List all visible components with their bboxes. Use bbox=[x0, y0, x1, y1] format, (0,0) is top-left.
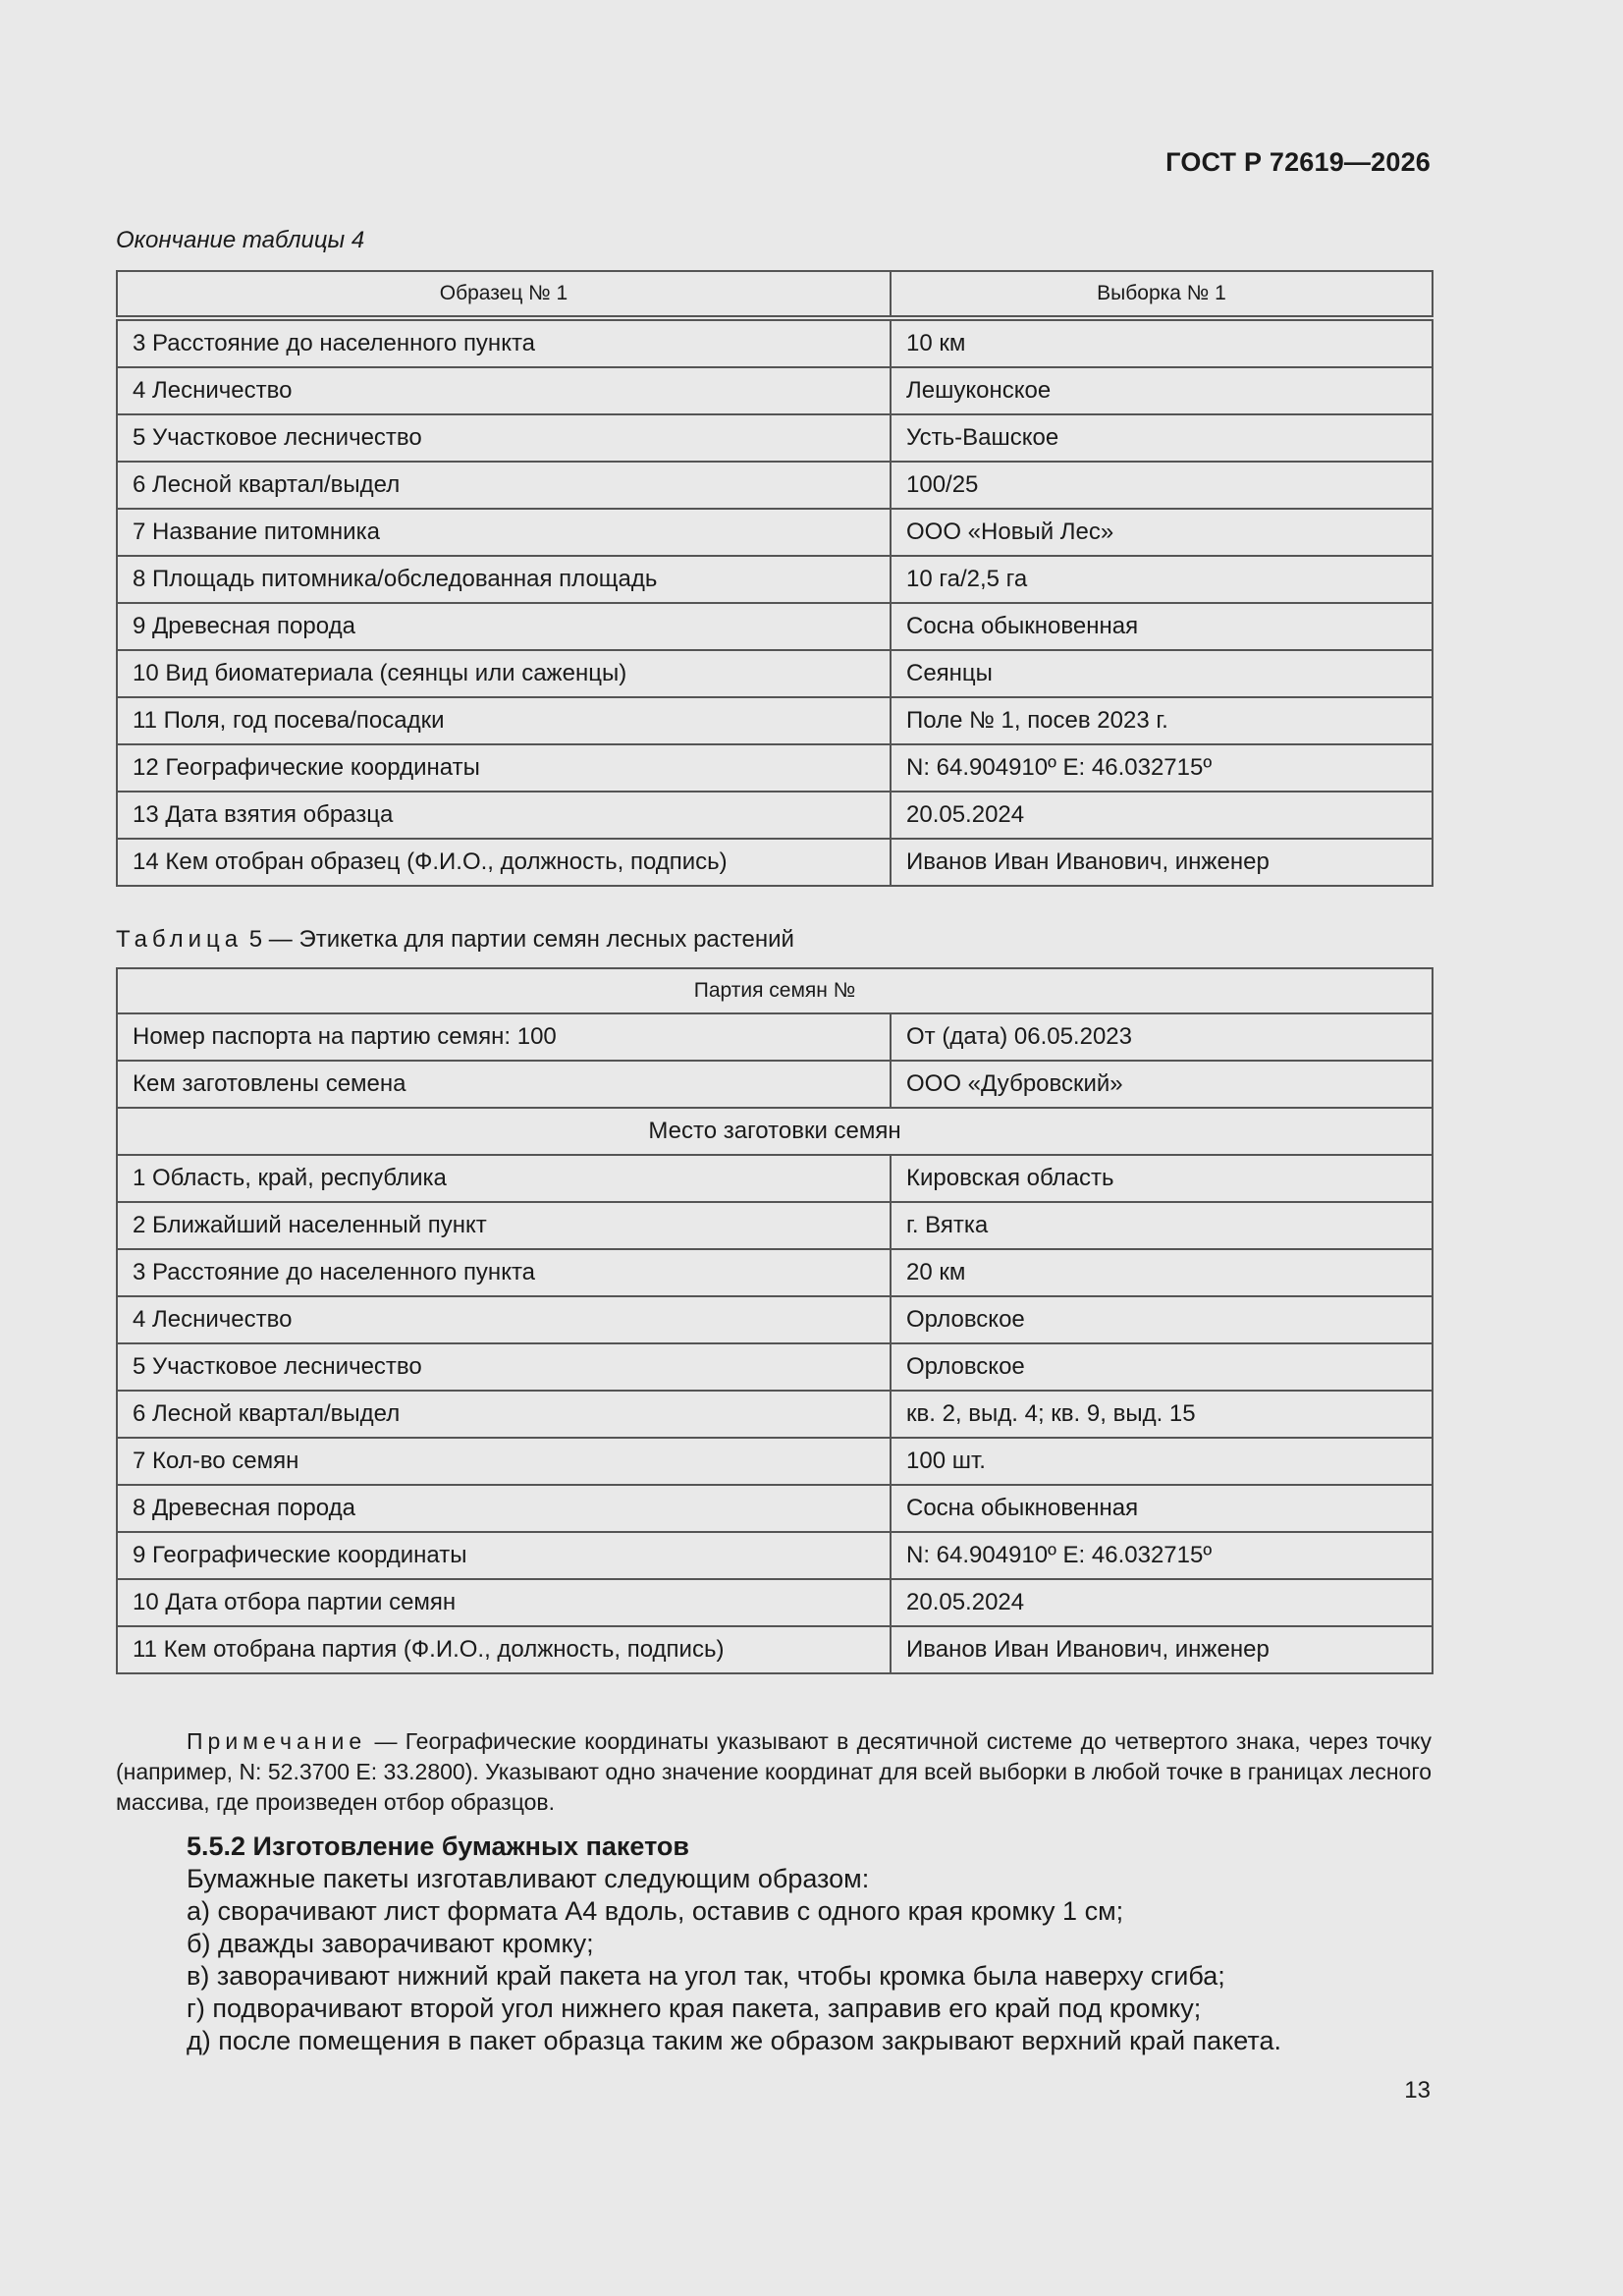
table4-caption: Окончание таблицы 4 bbox=[116, 227, 365, 253]
table-cell: N: 64.904910º E: 46.032715º bbox=[891, 1532, 1433, 1579]
table4-column-header-selection: Выборка № 1 bbox=[891, 271, 1433, 318]
table-cell: 2 Ближайший населенный пункт bbox=[117, 1202, 891, 1249]
table5-caption bbox=[116, 926, 794, 954]
table4-column-header-sample: Образец № 1 bbox=[117, 271, 891, 318]
table-cell: 3 Расстояние до населенного пункта bbox=[117, 1249, 891, 1296]
table-4 bbox=[116, 270, 1434, 887]
table-row bbox=[117, 1249, 1433, 1296]
table-row bbox=[117, 1296, 1433, 1343]
table-cell: 20 км bbox=[891, 1249, 1433, 1296]
table-cell: 10 км bbox=[891, 318, 1433, 367]
page-number: 13 bbox=[1404, 2077, 1431, 2104]
table-row bbox=[117, 603, 1433, 650]
table-cell: 5 Участковое лесничество bbox=[117, 414, 891, 462]
table-cell: 12 Географические координаты bbox=[117, 744, 891, 792]
section-heading: 5.5.2 Изготовление бумажных пакетов bbox=[187, 1831, 690, 1861]
table-cell: Орловское bbox=[891, 1296, 1433, 1343]
table-row bbox=[117, 1532, 1433, 1579]
table-row bbox=[117, 1343, 1433, 1391]
note-text: — Географические координаты указывают в десятичной системе до четвертого знака, через точку (например, N: 52.3700 E: 33.2800). Указывают одно значение координат для всей выборки в любой точке в границах лесного массива, где произведен отбор образцов. bbox=[116, 1728, 1432, 1815]
table-row bbox=[117, 1391, 1433, 1438]
table5-subheader-row bbox=[117, 1108, 1433, 1155]
table-row bbox=[117, 1579, 1433, 1626]
table-cell: 13 Дата взятия образца bbox=[117, 792, 891, 839]
table-cell: ООО «Новый Лес» bbox=[891, 509, 1433, 556]
table-row bbox=[117, 744, 1433, 792]
table-cell: 10 га/2,5 га bbox=[891, 556, 1433, 603]
table-cell: 9 Географические координаты bbox=[117, 1532, 891, 1579]
table-cell: Сеянцы bbox=[891, 650, 1433, 697]
table-cell: Орловское bbox=[891, 1343, 1433, 1391]
table-cell: Иванов Иван Иванович, инженер bbox=[891, 1626, 1433, 1673]
table-cell: 14 Кем отобран образец (Ф.И.О., должность, подпись) bbox=[117, 839, 891, 886]
table-cell: 4 Лесничество bbox=[117, 1296, 891, 1343]
table5-header-row bbox=[117, 968, 1433, 1013]
table-row bbox=[117, 697, 1433, 744]
table-cell: 10 Дата отбора партии семян bbox=[117, 1579, 891, 1626]
table-cell: 100/25 bbox=[891, 462, 1433, 509]
table-row bbox=[117, 414, 1433, 462]
table-row bbox=[117, 367, 1433, 414]
table-cell: г. Вятка bbox=[891, 1202, 1433, 1249]
list-item: д) после помещения в пакет образца таким же образом закрывают верхний край пакета. bbox=[187, 2026, 1281, 2055]
table-cell: Кировская область bbox=[891, 1155, 1433, 1202]
table-row bbox=[117, 462, 1433, 509]
table-row bbox=[117, 1155, 1433, 1202]
table4-header-row bbox=[117, 271, 1433, 318]
table-row bbox=[117, 1013, 1433, 1061]
table-row bbox=[117, 839, 1433, 886]
table-cell: Сосна обыкновенная bbox=[891, 603, 1433, 650]
section-intro: Бумажные пакеты изготавливают следующим образом: bbox=[187, 1864, 870, 1893]
table-cell: Поле № 1, посев 2023 г. bbox=[891, 697, 1433, 744]
table-row bbox=[117, 509, 1433, 556]
section-5-5-2 bbox=[187, 1831, 1432, 2057]
table-row bbox=[117, 318, 1433, 367]
table-cell: 1 Область, край, республика bbox=[117, 1155, 891, 1202]
table-note bbox=[116, 1726, 1432, 1818]
list-item: б) дважды заворачивают кромку; bbox=[187, 1929, 594, 1958]
table-cell: кв. 2, выд. 4; кв. 9, выд. 15 bbox=[891, 1391, 1433, 1438]
table-row bbox=[117, 556, 1433, 603]
table-cell: 5 Участковое лесничество bbox=[117, 1343, 891, 1391]
table-cell: 11 Поля, год посева/посадки bbox=[117, 697, 891, 744]
table-row bbox=[117, 792, 1433, 839]
list-item: а) сворачивают лист формата А4 вдоль, оставив с одного края кромку 1 см; bbox=[187, 1896, 1124, 1926]
table-cell: 11 Кем отобрана партия (Ф.И.О., должность, подпись) bbox=[117, 1626, 891, 1673]
table-cell: 10 Вид биоматериала (сеянцы или саженцы) bbox=[117, 650, 891, 697]
list-item: в) заворачивают нижний край пакета на угол так, чтобы кромка была наверху сгиба; bbox=[187, 1961, 1225, 1991]
table-cell: 8 Площадь питомника/обследованная площадь bbox=[117, 556, 891, 603]
table5-subheader: Место заготовки семян bbox=[117, 1108, 1433, 1155]
table-cell: 20.05.2024 bbox=[891, 792, 1433, 839]
table-cell: Кем заготовлены семена bbox=[117, 1061, 891, 1108]
table-cell: От (дата) 06.05.2023 bbox=[891, 1013, 1433, 1061]
note-label: Примечание bbox=[187, 1728, 367, 1754]
table-cell: Сосна обыкновенная bbox=[891, 1485, 1433, 1532]
table-cell: 100 шт. bbox=[891, 1438, 1433, 1485]
table-row bbox=[117, 1626, 1433, 1673]
table-5 bbox=[116, 967, 1434, 1674]
table-row bbox=[117, 1485, 1433, 1532]
table-cell: 6 Лесной квартал/выдел bbox=[117, 1391, 891, 1438]
table-cell: N: 64.904910º E: 46.032715º bbox=[891, 744, 1433, 792]
table-cell: Лешуконское bbox=[891, 367, 1433, 414]
table5-body bbox=[117, 968, 1433, 1673]
table-cell: 6 Лесной квартал/выдел bbox=[117, 462, 891, 509]
table-cell: 7 Название питомника bbox=[117, 509, 891, 556]
table-row bbox=[117, 1202, 1433, 1249]
list-item: г) подворачивают второй угол нижнего края пакета, заправив его край под кромку; bbox=[187, 1994, 1202, 2023]
table-cell: Иванов Иван Иванович, инженер bbox=[891, 839, 1433, 886]
table5-caption-prefix: Таблица bbox=[116, 926, 243, 953]
table-cell: 3 Расстояние до населенного пункта bbox=[117, 318, 891, 367]
table5-caption-text: 5 — Этикетка для партии семян лесных растений bbox=[248, 926, 794, 953]
table5-header: Партия семян № bbox=[117, 968, 1433, 1013]
table-cell: 20.05.2024 bbox=[891, 1579, 1433, 1626]
table-cell: 8 Древесная порода bbox=[117, 1485, 891, 1532]
table4-body bbox=[117, 318, 1433, 886]
table-cell: 7 Кол-во семян bbox=[117, 1438, 891, 1485]
table-row bbox=[117, 1061, 1433, 1108]
table-row bbox=[117, 650, 1433, 697]
table-row bbox=[117, 1438, 1433, 1485]
table-cell: 9 Древесная порода bbox=[117, 603, 891, 650]
document-code: ГОСТ Р 72619—2026 bbox=[1165, 147, 1431, 177]
table-cell: 4 Лесничество bbox=[117, 367, 891, 414]
table-cell: Усть-Вашское bbox=[891, 414, 1433, 462]
table-cell: ООО «Дубровский» bbox=[891, 1061, 1433, 1108]
table-cell: Номер паспорта на партию семян: 100 bbox=[117, 1013, 891, 1061]
